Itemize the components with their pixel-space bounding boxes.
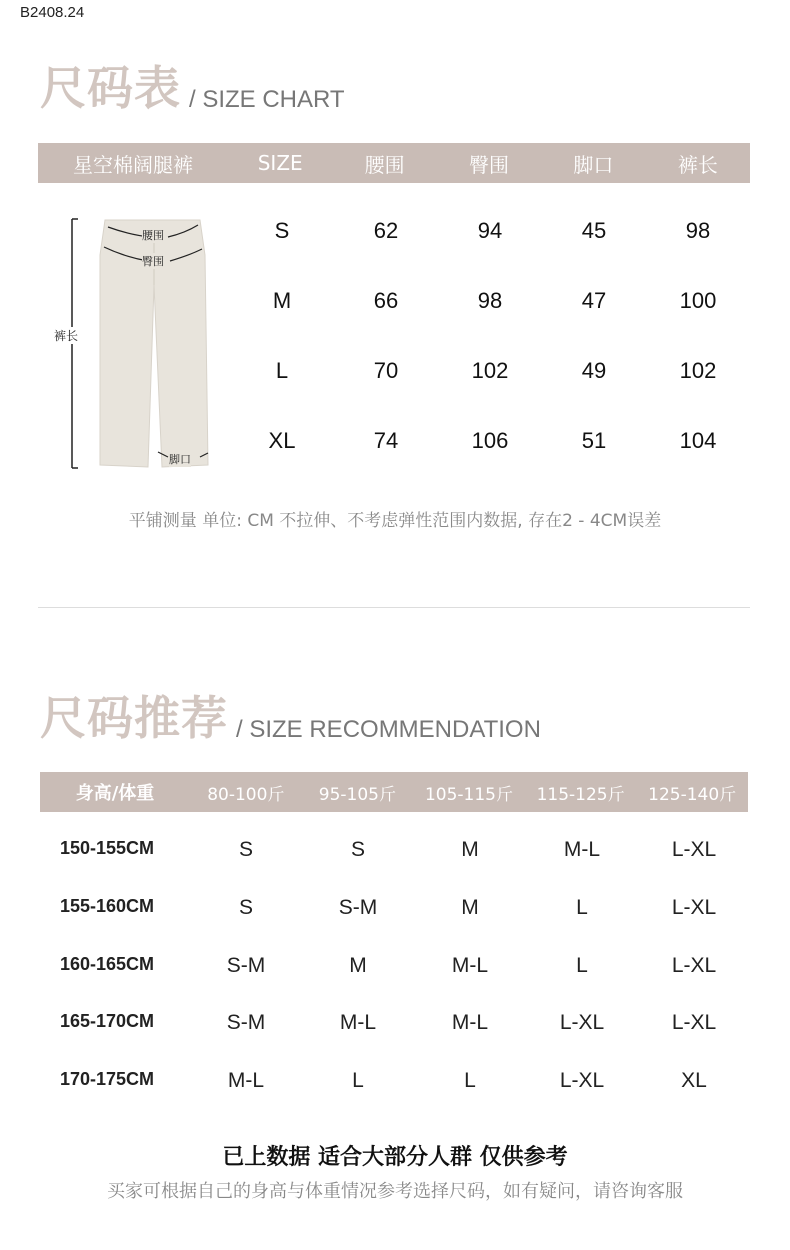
size-chart-title	[40, 52, 345, 118]
pants-illustration	[50, 215, 220, 475]
recommendation-title-cn: 尺码推荐	[40, 691, 228, 745]
cell-size: L	[464, 1069, 476, 1092]
cell-size: L-XL	[559, 1011, 605, 1034]
cell-size: S	[350, 838, 365, 861]
size-row	[230, 428, 750, 454]
cell-size: XL	[268, 428, 296, 453]
cell-hem: 49	[581, 358, 607, 383]
cell-size: L-XL	[671, 838, 717, 861]
footer-subtext: 买家可根据自己的身高与体重情况参考选择尺码，如有疑问，请咨询客服	[107, 1181, 683, 1202]
cell-waist: 74	[373, 428, 399, 453]
cell-hip: 102	[471, 358, 509, 383]
size-row	[230, 358, 750, 384]
product-code: B2408.24	[20, 4, 85, 21]
cell-height: 150-155CM	[60, 838, 155, 858]
cell-hip: 98	[477, 288, 503, 313]
cell-hem: 45	[581, 218, 607, 243]
size-row	[230, 218, 750, 244]
section-divider	[38, 607, 750, 608]
cell-hip: 106	[471, 428, 509, 453]
cell-hem: 51	[581, 428, 607, 453]
header-height-weight: 身高/体重	[75, 783, 155, 804]
size-row	[230, 288, 750, 314]
cell-size: M	[272, 288, 292, 313]
cell-size: M-L	[227, 1069, 265, 1092]
header-weight-range: 105-115斤	[424, 784, 513, 805]
cell-length: 104	[679, 428, 717, 453]
cell-size: L	[576, 954, 588, 977]
header-waist: 腰围	[364, 152, 405, 177]
label-hem: 脚口	[169, 453, 191, 466]
cell-size: S-M	[226, 1011, 266, 1034]
size-chart-title-cn: 尺码表	[40, 61, 181, 115]
cell-size: M	[461, 838, 479, 861]
recommendation-row	[40, 896, 750, 920]
cell-size: L	[576, 896, 588, 919]
cell-length: 98	[685, 218, 711, 243]
header-product: 星空棉阔腿裤	[73, 152, 193, 177]
header-size: SIZE	[257, 151, 303, 175]
size-chart-header	[38, 143, 750, 183]
cell-size: M	[461, 896, 479, 919]
pants-diagram	[50, 215, 220, 475]
cell-height: 160-165CM	[60, 954, 155, 974]
header-weight-range: 115-125斤	[536, 784, 625, 805]
cell-waist: 62	[373, 218, 399, 243]
header-hip: 臀围	[469, 152, 510, 177]
size-chart-title-en: / SIZE CHART	[189, 86, 345, 113]
recommendation-header	[40, 772, 748, 812]
cell-size: M-L	[563, 838, 601, 861]
cell-size: XL	[681, 1069, 707, 1092]
recommendation-title-en: / SIZE RECOMMENDATION	[236, 716, 541, 743]
cell-height: 165-170CM	[60, 1011, 155, 1031]
header-weight-range: 125-140斤	[648, 784, 737, 805]
recommendation-row	[40, 1069, 750, 1093]
cell-length: 102	[679, 358, 717, 383]
cell-height: 155-160CM	[60, 896, 155, 916]
label-length: 裤长	[54, 329, 79, 343]
cell-size: S	[238, 896, 253, 919]
footer-headline: 已上数据 适合大部分人群 仅供参考	[222, 1145, 568, 1170]
cell-size: L-XL	[559, 1069, 605, 1092]
cell-waist: 66	[373, 288, 399, 313]
recommendation-row	[40, 954, 750, 978]
cell-size: S	[274, 218, 290, 243]
cell-size: L	[275, 358, 289, 383]
cell-size: M	[349, 954, 367, 977]
cell-size: L	[352, 1069, 364, 1092]
cell-length: 100	[679, 288, 717, 313]
cell-size: S-M	[226, 954, 266, 977]
label-hip: 臀围	[142, 255, 164, 268]
cell-height: 170-175CM	[60, 1069, 155, 1089]
cell-size: L-XL	[671, 954, 717, 977]
cell-size: S	[238, 838, 253, 861]
cell-size: M-L	[451, 1011, 489, 1034]
header-weight-range: 80-100斤	[207, 784, 285, 805]
measurement-note: 平铺测量 单位: CM 不拉伸、不考虑弹性范围内数据, 存在2 - 4CM误差	[128, 511, 662, 531]
cell-hip: 94	[477, 218, 503, 243]
header-hem: 脚口	[573, 152, 614, 177]
label-waist: 腰围	[142, 229, 164, 242]
cell-size: S-M	[338, 896, 378, 919]
header-length: 裤长	[677, 152, 718, 177]
recommendation-row	[40, 1011, 750, 1035]
recommendation-row	[40, 838, 750, 862]
cell-size: M-L	[339, 1011, 377, 1034]
cell-size: L-XL	[671, 896, 717, 919]
cell-hem: 47	[581, 288, 607, 313]
cell-waist: 70	[373, 358, 399, 383]
cell-size: M-L	[451, 954, 489, 977]
header-weight-range: 95-105斤	[318, 784, 396, 805]
cell-size: L-XL	[671, 1011, 717, 1034]
recommendation-title	[40, 682, 541, 748]
